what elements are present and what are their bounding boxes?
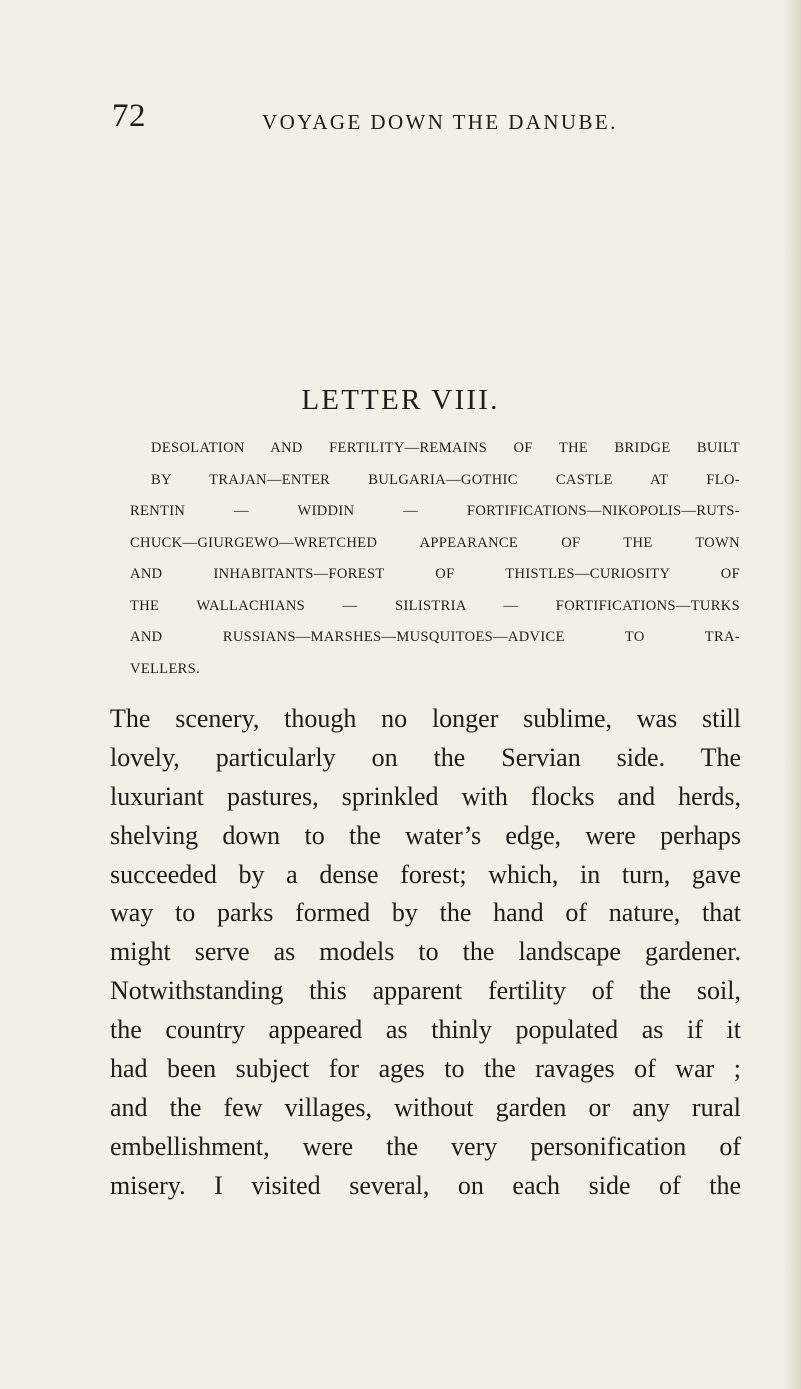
page-number: 72 [112,98,146,134]
summary-line: CHUCK—GIURGEWO—WRETCHED APPEARANCE OF THE TOWN [130,534,740,551]
summary-line: AND RUSSIANS—MARSHES—MUSQUITOES—ADVICE TO TRA- [130,629,740,645]
page-edge-shadow [783,0,801,1389]
summary-line: DESOLATION AND FERTILITY—REMAINS OF THE BRIDGE BUILT [151,440,740,456]
body-line: Notwithstanding this apparent fertility of the soil, [110,976,741,1006]
summary-line: RENTIN — WIDDIN — FORTIFICATIONS—NIKOPOLIS—RUTS- [130,503,740,519]
chapter-summary [130,433,740,685]
letter-title: LETTER VIII. [301,384,500,416]
body-line: misery. I visited several, on each side of the [110,1170,741,1200]
body-line: The scenery, though no longer sublime, was still [110,704,741,733]
body-line: way to parks formed by the hand of nature, that [110,898,741,928]
body-line: and the few villages, without garden or any rural [110,1092,741,1122]
body-line: succeeded by a dense forest; which, in turn, gave [110,859,741,889]
summary-line: THE WALLACHIANS — SILISTRIA — FORTIFICATIONS—TURKS [130,597,740,614]
body-line: lovely, particularly on the Servian side. The [110,742,741,772]
summary-line: AND INHABITANTS—FOREST OF THISTLES—CURIOSITY OF [130,566,740,582]
body-line: might serve as models to the landscape gardener. [110,937,741,967]
body-line: luxuriant pastures, sprinkled with flocks and herds, [110,781,741,811]
body-line: embellishment, were the very personification of [110,1131,741,1161]
body-line: had been subject for ages to the ravages of war ; [110,1054,741,1084]
body-paragraph [110,700,741,1206]
body-line: shelving down to the water’s edge, were perhaps [110,820,741,850]
summary-line: BY TRAJAN—ENTER BULGARIA—GOTHIC CASTLE AT FLO- [151,471,740,488]
running-title: VOYAGE DOWN THE DANUBE. [262,110,618,134]
summary-line: VELLERS. [130,660,201,677]
body-line: the country appeared as thinly populated as if it [110,1015,741,1045]
